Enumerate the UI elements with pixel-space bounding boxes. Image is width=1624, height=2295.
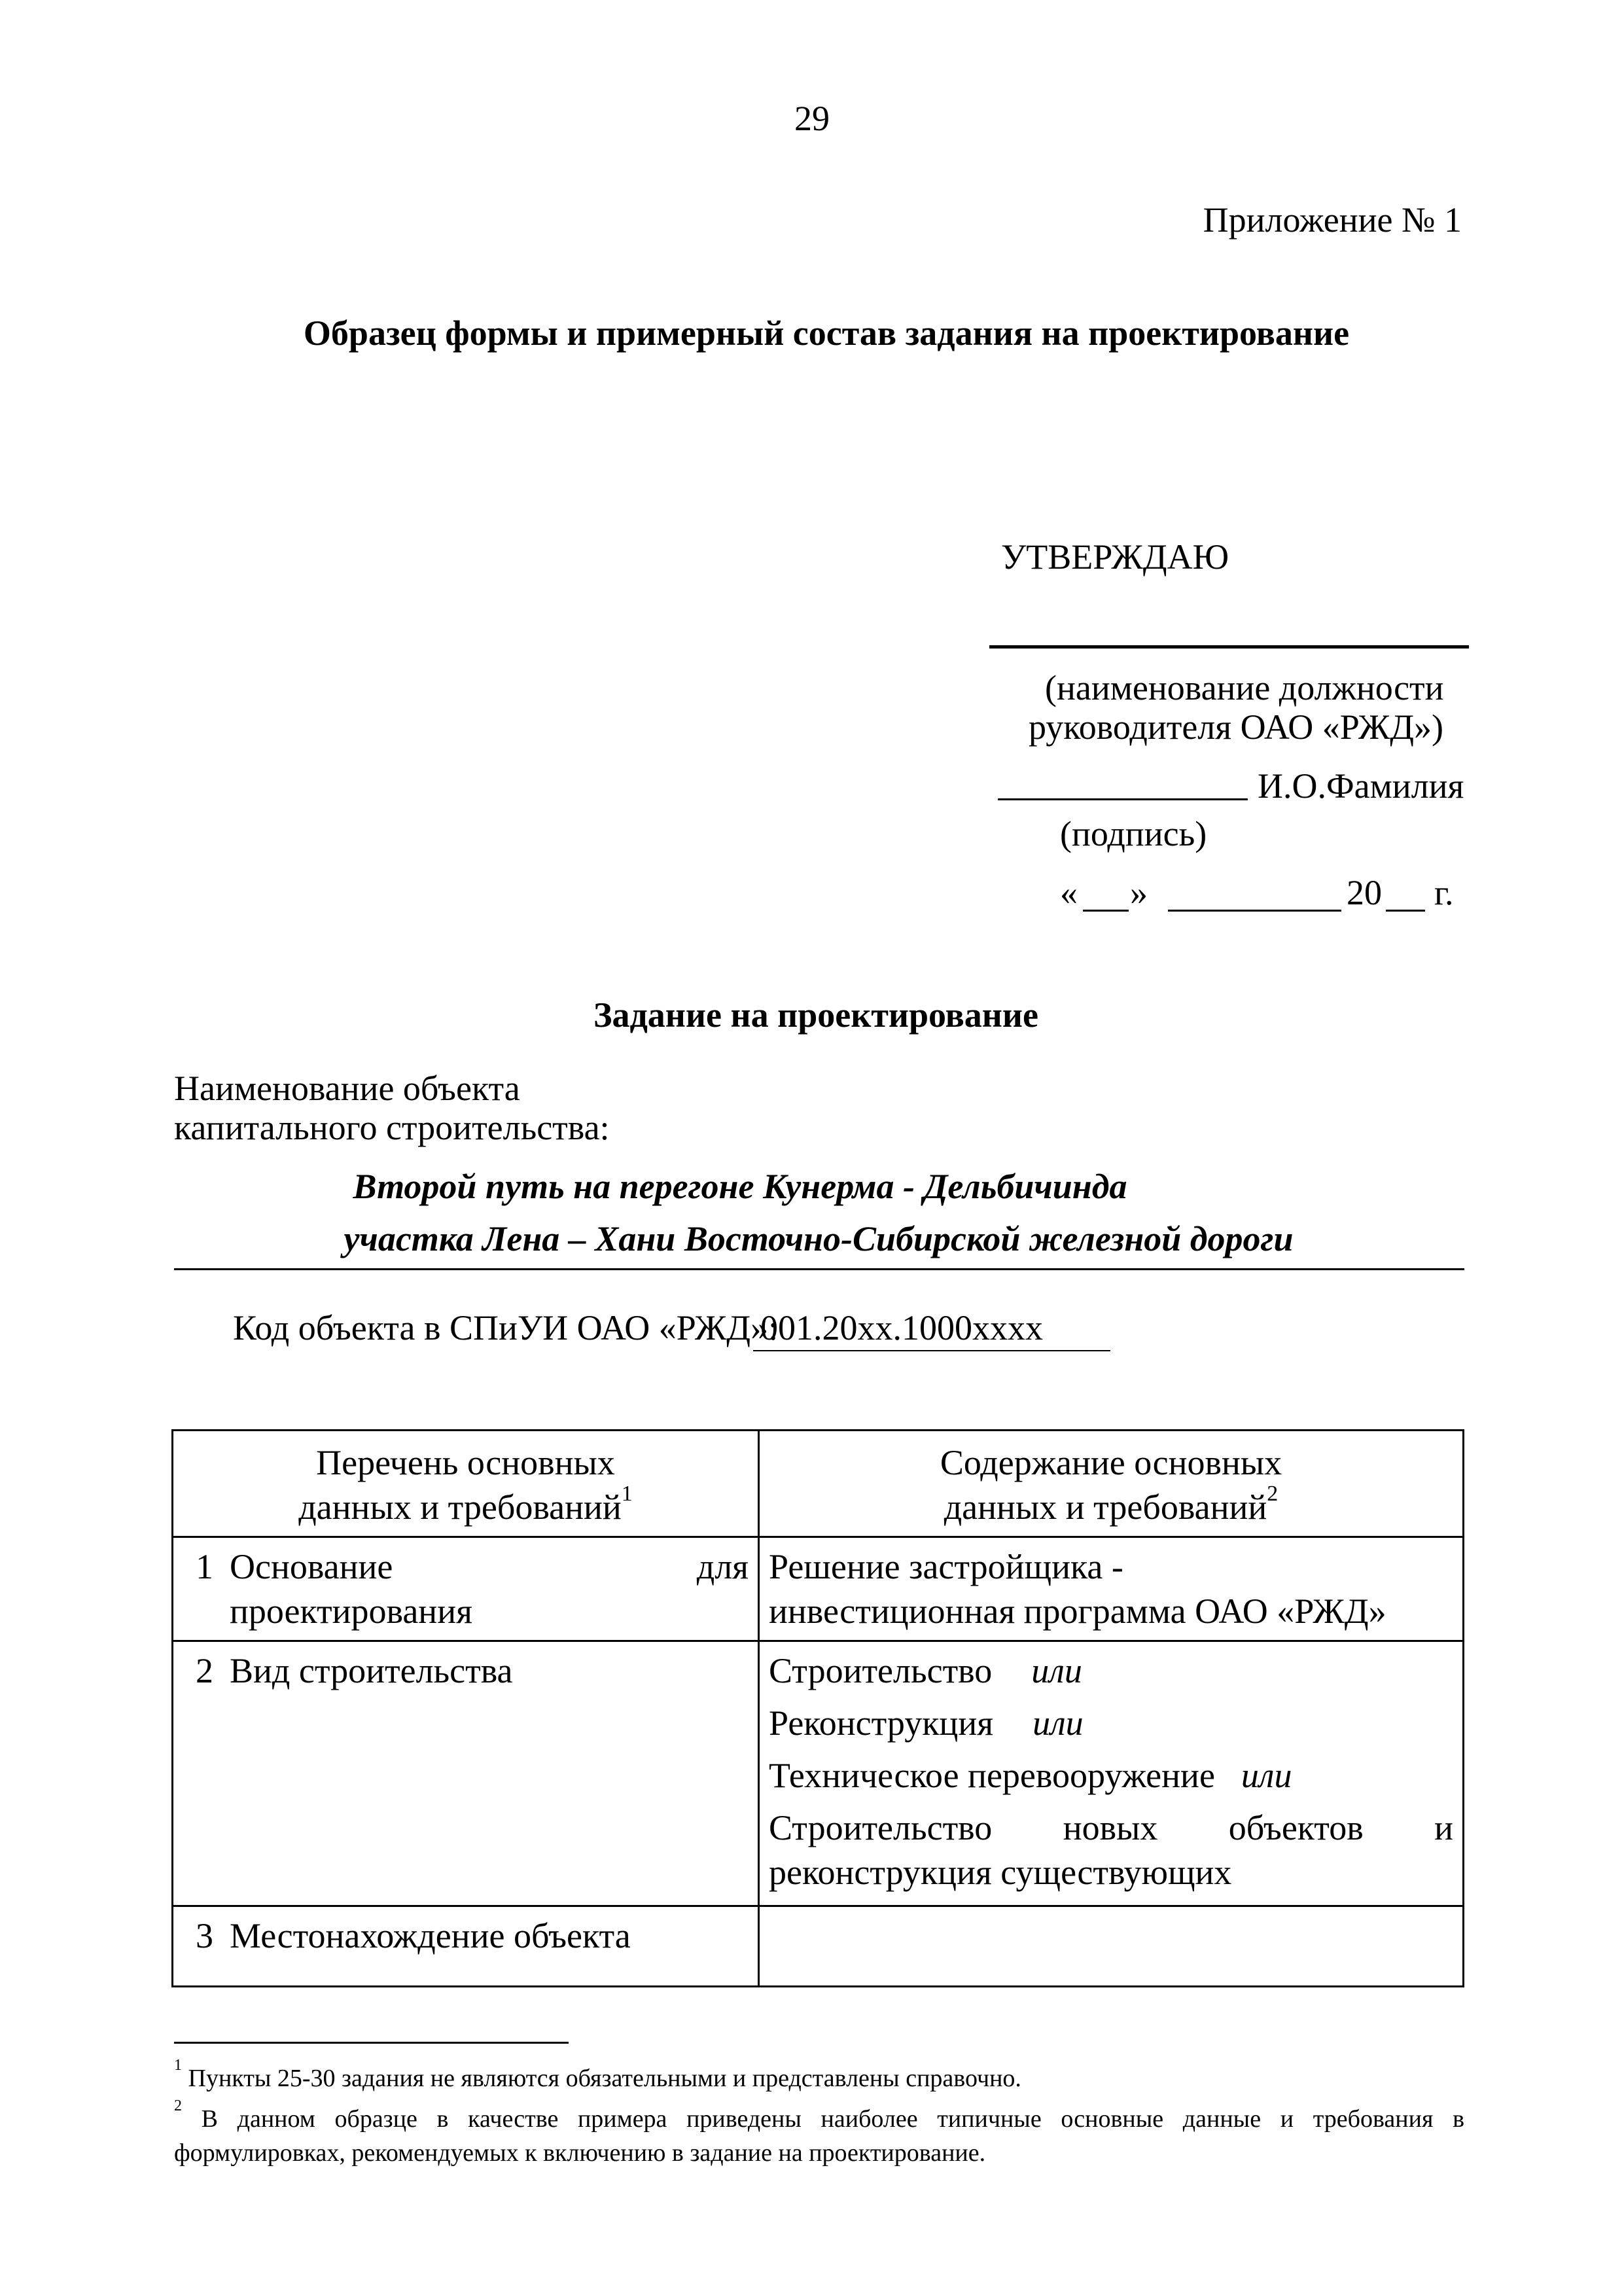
row-label: для — [696, 1547, 749, 1586]
requirement-content — [759, 1537, 1464, 1641]
row-label: Основание — [230, 1547, 393, 1586]
document-title: Образец формы и примерный состав задания на проектирование — [303, 313, 1350, 353]
row-number: 2 — [196, 1651, 213, 1690]
requirement-name — [173, 1641, 759, 1906]
option-continued: реконструкция существующих — [769, 1853, 1232, 1892]
row-number: 3 — [196, 1916, 213, 1955]
object-name-2: участка Лена – Хани Восточно-Сибирской железной дороги — [344, 1219, 1294, 1258]
row-content: инвестиционная программа ОАО «РЖД» — [769, 1592, 1386, 1631]
signer-name: И.О.Фамилия — [1258, 766, 1464, 806]
signature-line — [998, 798, 1248, 800]
footnote-1: $^1$ Пункты 25-30 задания не являются обязательными и представлены справочно. — [174, 2057, 1021, 2092]
requirement-name — [173, 1906, 759, 1987]
option: Строительство новых объектов и — [769, 1808, 1453, 1847]
task-title: Задание на проектирование — [593, 995, 1039, 1035]
option: Техническое перевооружение или — [769, 1756, 1292, 1795]
page-number: 29 — [794, 99, 830, 138]
year-line — [1386, 910, 1425, 912]
header-text: данных и требований$^1$ — [298, 1482, 633, 1527]
requirement-name — [173, 1537, 759, 1641]
appendix-label: Приложение № 1 — [1203, 200, 1462, 240]
table-row — [173, 1537, 1464, 1641]
row-label: проектирования — [230, 1592, 472, 1631]
footnote-2: $^2$ В данном образце в качестве примера приведены наиболее типичные основные данные и требования в — [174, 2097, 1465, 2133]
footnote-separator — [174, 2042, 569, 2044]
object-code-underline — [753, 1350, 1110, 1351]
footnote-2-continued: формулировках, рекомендуемых к включению в задание на проектирование. — [174, 2139, 986, 2167]
table-row — [173, 1641, 1464, 1906]
header-cell — [173, 1431, 759, 1537]
object-label-2: капитального строительства: — [174, 1108, 610, 1147]
row-label: Вид строительства — [230, 1651, 513, 1690]
position-hint-2: руководителя ОАО «РЖД») — [1029, 707, 1444, 747]
month-line — [1168, 910, 1341, 912]
requirement-content — [759, 1641, 1464, 1906]
header-text: Содержание основных — [940, 1443, 1282, 1482]
header-text: данных и требований$^2$ — [944, 1482, 1279, 1527]
approval-heading: УТВЕРЖДАЮ — [1001, 537, 1229, 577]
table-row — [173, 1906, 1464, 1987]
position-hint: (наименование должности — [1045, 668, 1444, 707]
requirement-content — [759, 1906, 1464, 1987]
object-name: Второй путь на перегоне Кунерма - Дельбичинда — [353, 1167, 1127, 1206]
year-suffix: г. — [1434, 873, 1454, 912]
object-code-label: Код объекта в СПиУИ ОАО «РЖД»: — [233, 1308, 779, 1347]
header-text: Перечень основных — [316, 1443, 615, 1482]
option: Реконструкция или — [769, 1703, 1084, 1743]
option: Строительство или — [769, 1651, 1082, 1690]
requirements-table — [171, 1429, 1464, 1987]
object-name-underline — [174, 1268, 1464, 1270]
position-line — [989, 645, 1469, 649]
date-open: « — [1060, 873, 1078, 912]
day-line — [1083, 910, 1129, 912]
date-close: » — [1130, 873, 1148, 912]
table-header-row — [173, 1431, 1464, 1537]
year-prefix: 20 — [1347, 873, 1382, 912]
row-label: Местонахождение объекта — [230, 1916, 631, 1955]
row-number: 1 — [196, 1547, 213, 1586]
footnote-ref: 1 — [621, 1482, 633, 1506]
footnote-ref: 2 — [1267, 1482, 1279, 1506]
header-cell — [759, 1431, 1464, 1537]
object-code-value: 001.20хх.1000хххх — [760, 1308, 1043, 1347]
object-label: Наименование объекта — [174, 1069, 520, 1108]
signature-hint: (подпись) — [1060, 814, 1207, 853]
row-content: Решение застройщика - — [769, 1547, 1123, 1586]
